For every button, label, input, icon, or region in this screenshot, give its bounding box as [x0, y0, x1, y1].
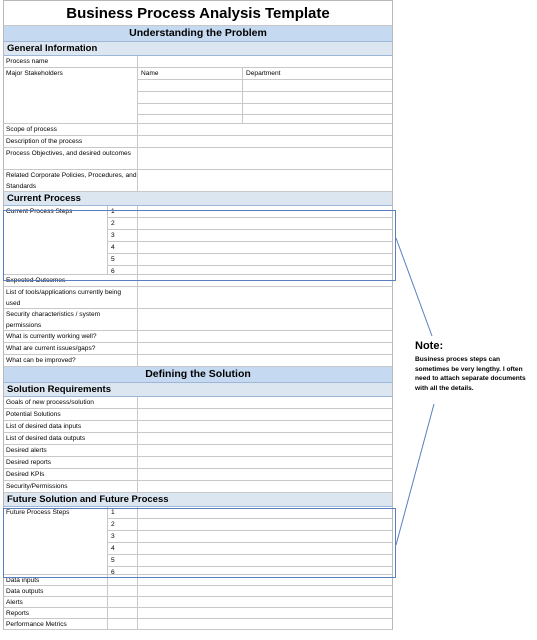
- label-objectives: Process Objectives, and desired outcomes: [6, 150, 131, 157]
- requirement-label: Potential Solutions: [6, 411, 61, 418]
- step-number: 4: [111, 244, 115, 251]
- future-item-label: Reports: [6, 610, 30, 617]
- band-defining: Defining the Solution: [3, 367, 393, 383]
- future-item-label: Data inputs: [6, 577, 40, 584]
- step-number: 6: [111, 268, 115, 274]
- label-security: Security characteristics / system permissions: [6, 311, 101, 329]
- requirement-label: Desired reports: [6, 459, 52, 466]
- label-improved: What can be improved?: [6, 357, 76, 364]
- callout-line-bottom: [396, 404, 434, 545]
- header-name: Name: [138, 68, 242, 80]
- future-item-label: Performance Metrics: [6, 621, 67, 628]
- label-major-stakeholders: Major Stakeholders: [6, 70, 63, 77]
- section-future-process: Future Solution and Future Process: [3, 493, 393, 507]
- step-number: 3: [111, 533, 115, 540]
- step-number: 4: [111, 545, 115, 552]
- section-general-information: General Information: [3, 42, 393, 56]
- step-number: 1: [111, 208, 115, 215]
- note-body: Business proces steps can sometimes be very lengthy. I often need to attach separate documents with all the details.: [415, 356, 526, 392]
- note-annotation: [415, 340, 535, 393]
- step-number: 2: [111, 521, 115, 528]
- band-understanding: Understanding the Problem: [3, 26, 393, 42]
- future-item-label: Data outputs: [6, 588, 44, 595]
- requirement-label: Desired KPIs: [6, 471, 45, 478]
- callout-line-top: [396, 238, 432, 336]
- step-number: 6: [111, 569, 115, 574]
- step-number: 3: [111, 232, 115, 239]
- requirement-label: List of desired data inputs: [6, 423, 82, 430]
- requirement-label: Security/Permissions: [6, 483, 68, 490]
- step-number: 1: [111, 509, 115, 516]
- step-number: 5: [111, 557, 115, 564]
- step-number: 5: [111, 256, 115, 263]
- requirement-label: List of desired data outputs: [6, 435, 86, 442]
- future-item-label: Alerts: [6, 599, 23, 606]
- section-solution-requirements: Solution Requirements: [3, 383, 393, 397]
- label-expected-outcomes: Expected Outcomes: [6, 277, 66, 284]
- step-number: 2: [111, 220, 115, 227]
- label-description: Description of the process: [6, 138, 83, 145]
- label-process-name: Process name: [6, 58, 49, 65]
- note-title: Note:: [415, 340, 444, 352]
- label-current-process-steps: Current Process Steps: [6, 208, 73, 215]
- label-scope: Scope of process: [6, 126, 57, 133]
- label-future-process-steps: Future Process Steps: [6, 509, 70, 516]
- page-title: Business Process Analysis Template: [3, 0, 393, 26]
- label-policies: Related Corporate Policies, Procedures, and Standards: [6, 172, 137, 190]
- section-current-process: Current Process: [3, 192, 393, 206]
- requirement-label: Desired alerts: [6, 447, 47, 454]
- label-working-well: What is currently working well?: [6, 333, 97, 340]
- label-tools: List of tools/applications currently being used: [6, 289, 122, 307]
- header-department: Department: [243, 68, 392, 80]
- label-issues: What are current issues/gaps?: [6, 345, 96, 352]
- requirement-label: Goals of new process/solution: [6, 399, 94, 406]
